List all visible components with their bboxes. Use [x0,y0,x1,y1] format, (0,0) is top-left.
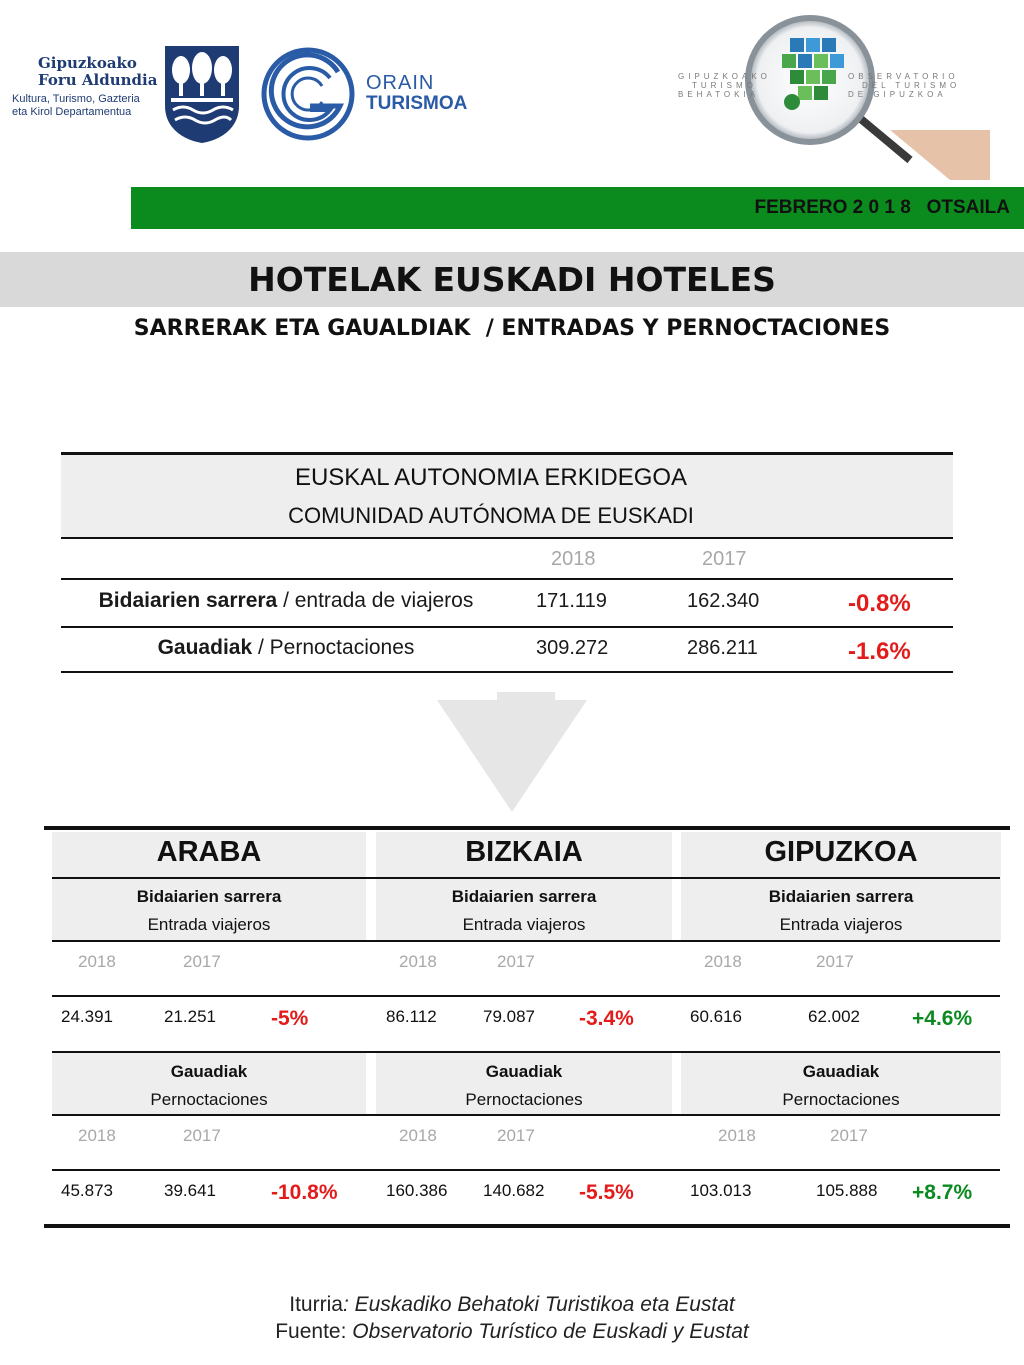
source-eu-prefix: Iturria [289,1293,343,1316]
observatorio-eu-text [678,72,771,99]
araba-entries-change: -5% [271,1007,309,1030]
gipuzkoa-entries-year-2018: 2018 [704,952,742,971]
obs-left-3: BEHATOKIA [678,90,760,99]
gipuzkoa-entries-change: +4.6% [912,1007,973,1030]
bizkaia-nights-label-eu: Gauadiak [485,1062,563,1081]
orain-label: ORAIN [366,72,435,94]
entries-label-es: / entrada de viajeros [277,589,474,612]
bizkaia-nights-2018: 160.386 [386,1181,448,1200]
euskadi-entries-2017: 162.340 [687,590,760,612]
bizkaia-entries-label-eu: Bidaiarien sarrera [451,887,597,906]
year-divider [52,995,1000,997]
bizkaia-entries-label-es: Entrada viajeros [462,915,586,934]
araba-nights-label-eu: Gauadiak [170,1062,248,1081]
period-label: FEBRERO 2 0 1 8 OTSAILA [754,197,1010,218]
gipuzkoa-nights-label-es: Pernoctaciones [782,1090,900,1109]
euskadi-nights-change: -1.6% [848,638,911,665]
gipuzkoa-entries-label-eu: Bidaiarien sarrera [768,887,914,906]
table-divider [61,578,953,580]
provinces-table-bottom-border [44,1224,1010,1228]
bizkaia-entries-year-2018: 2018 [399,952,437,971]
araba-nights-label-es: Pernoctaciones [150,1090,268,1109]
gipuzkoa-entries-label-es: Entrada viajeros [779,915,903,934]
gipuzkoa-entries-year-2017: 2017 [816,952,854,971]
bizkaia-entries-year-2017: 2017 [497,952,535,971]
euskadi-row-entries-label [61,589,511,613]
period-band-edge [131,229,1024,231]
araba-nights-change: -10.8% [271,1181,338,1204]
araba-nights-year-2017: 2017 [183,1126,221,1145]
province-araba: ARABA [156,836,262,868]
gipuzkoa-nights-year-2017: 2017 [830,1126,868,1145]
table-bottom-border [61,671,953,673]
araba-entries-2017: 21.251 [164,1007,216,1026]
euskadi-title-es: COMUNIDAD AUTÓNOMA DE EUSKADI [288,503,694,528]
euskadi-entries-change: -0.8% [848,590,911,617]
bizkaia-nights-2017: 140.682 [483,1181,545,1200]
euskadi-nights-2017: 286.211 [687,637,758,659]
gipuzkoa-nights-2018: 103.013 [690,1181,752,1200]
euskadi-year-2017: 2017 [702,548,747,570]
province-bizkaia: BIZKAIA [465,836,583,868]
euskadi-year-2018: 2018 [551,548,596,570]
entries-label-eu: Bidaiarien sarrera [98,589,278,612]
foru-line-4: eta Kirol Departamentua [12,106,132,118]
source-eu [0,1293,1024,1317]
obs-right-2: DEL TURISMO [862,81,961,90]
euskadi-title-eu: EUSKAL AUTONOMIA ERKIDEGOA [294,464,688,491]
table-divider [61,626,953,628]
down-arrow-icon [437,692,587,814]
bizkaia-nights-year-2018: 2018 [399,1126,437,1145]
gipuzkoa-nights-label-eu: Gauadiak [802,1062,880,1081]
araba-nights-year-2018: 2018 [78,1126,116,1145]
foru-aldundia-logo-text [12,55,162,119]
orain-turismoa-g-logo [258,44,358,144]
source-eu-text: : Euskadiko Behatoki Turistikoa eta Eustat [342,1293,735,1316]
obs-right-1: OBSERVATORIO [848,72,959,81]
araba-entries-year-2018: 2018 [78,952,116,971]
obs-left-2: TURISMO [692,81,757,90]
nights-label-eu: Gauadiak [157,636,253,659]
araba-entries-label-eu: Bidaiarien sarrera [136,887,282,906]
gipuzkoa-nights-change: +8.7% [912,1181,973,1204]
obs-right-3: DE GIPUZKOA [848,90,947,99]
euskadi-nights-2018: 309.272 [536,637,609,659]
table-divider [61,537,953,539]
subheader-divider [52,940,1000,942]
provinces-table-top-border [44,826,1010,830]
bizkaia-nights-label-es: Pernoctaciones [465,1090,583,1109]
foru-line-1: Gipuzkoako [38,54,137,72]
araba-entries-2018: 24.391 [61,1007,113,1026]
euskadi-row-nights-label [61,636,511,660]
foru-line-3: Kultura, Turismo, Gazteria [12,93,140,105]
euskadi-entries-2018: 171.119 [536,590,607,612]
araba-entries-year-2017: 2017 [183,952,221,971]
gipuzkoa-nights-2017: 105.888 [816,1181,878,1200]
bizkaia-nights-year-2017: 2017 [497,1126,535,1145]
araba-nights-2017: 39.641 [164,1181,216,1200]
obs-left-1: GIPUZKOAKO [678,72,771,81]
source-es [0,1320,1024,1344]
observatorio-es-text [848,72,960,99]
source-es-prefix: Fuente: [275,1320,353,1343]
bizkaia-entries-2018: 86.112 [386,1007,437,1026]
nights-label-es: / Pernoctaciones [252,636,415,659]
bizkaia-entries-2017: 79.087 [483,1007,535,1026]
province-gipuzkoa: GIPUZKOA [764,836,918,868]
observatorio-magnifier-logo [660,10,1024,190]
subheader-divider [52,1114,1000,1116]
bizkaia-entries-change: -3.4% [579,1007,634,1030]
bizkaia-nights-change: -5.5% [579,1181,634,1204]
foru-line-2: Foru Aldundia [38,71,158,89]
araba-nights-2018: 45.873 [61,1181,113,1200]
gipuzkoa-entries-2018: 60.616 [690,1007,742,1026]
page-subtitle: SARRERAK ETA GAUALDIAK / ENTRADAS Y PERNOCTACIONES [133,316,891,341]
gipuzkoa-entries-2017: 62.002 [808,1007,860,1026]
page-title: HOTELAK EUSKADI HOTELES [248,260,776,299]
gipuzkoa-nights-year-2018: 2018 [718,1126,756,1145]
gipuzkoa-shield-logo [163,44,241,144]
year-divider [52,1169,1000,1171]
araba-entries-label-es: Entrada viajeros [147,915,271,934]
turismoa-label: TURISMOA [366,93,468,114]
source-es-text: Observatorio Turístico de Euskadi y Eustat [352,1320,749,1343]
